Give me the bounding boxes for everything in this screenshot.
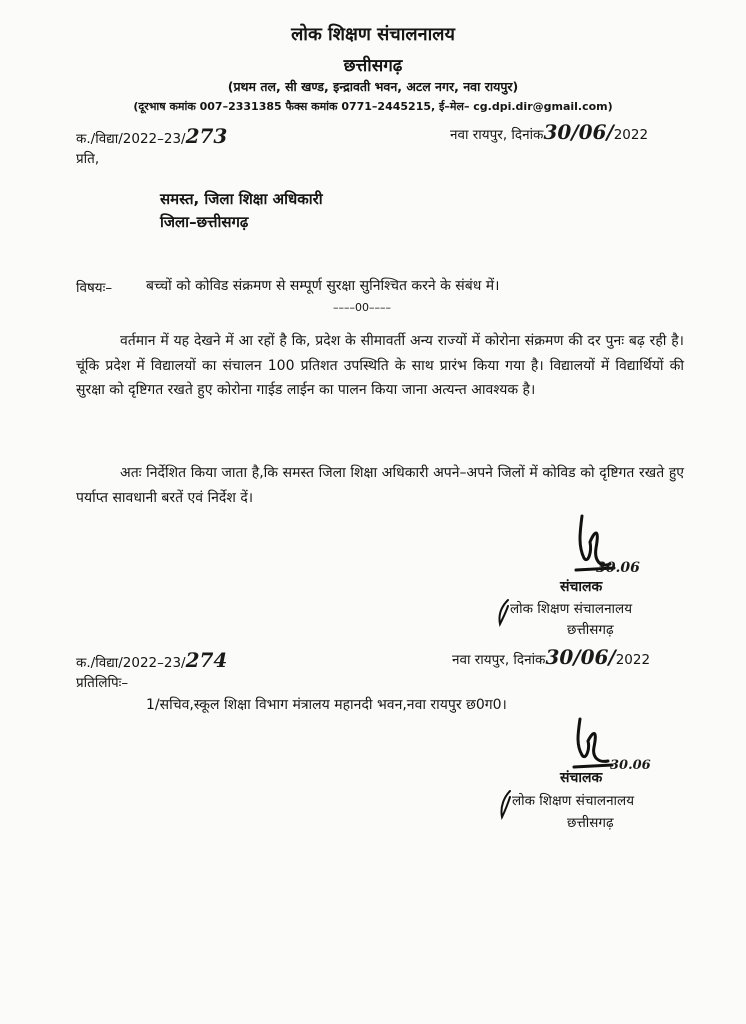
office-address: (प्रथम तल, सी खण्ड, इन्द्रावती भवन, अटल नगर, नवा रायपुर): [227, 79, 519, 94]
copy-reference-prefix: क./विद्या/2022–23/: [76, 655, 186, 671]
signatory-state: छत्तीसगढ़: [567, 622, 614, 638]
copy-date-year: 2022: [615, 652, 651, 668]
state-name: छत्तीसगढ़: [343, 56, 403, 76]
signature-date-note: 30.06: [596, 560, 640, 576]
copy-reference-number-handwritten: 274: [185, 648, 228, 672]
copy-label: प्रतिलिपिः–: [76, 675, 129, 691]
body-paragraph-2: अतः निर्देशित किया जाता है,कि समस्त जिला शिक्षा अधिकारी अपने–अपने जिलों में कोविड को दृष्टिगत रखते हुए पर्याप्त सावधानी बरतें एवं निर्देश दें।: [76, 465, 684, 506]
copy-date: [452, 645, 650, 669]
reference-number: [76, 124, 227, 148]
date-prefix: नवा रायपुर, दिनांक: [450, 127, 544, 143]
to-label: प्रति,: [76, 151, 100, 167]
reference-number-handwritten: 273: [185, 124, 228, 148]
date-year: 2022: [613, 127, 649, 143]
reference-prefix: क./विद्या/2022–23/: [76, 131, 186, 147]
copy-date-handwritten: 30/06/: [545, 645, 616, 669]
copy-date-prefix: नवा रायपुर, दिनांक: [452, 652, 546, 668]
copy-recipient-1: 1/सचिव,स्कूल शिक्षा विभाग मंत्रालय महानदी भवन,नवा रायपुर छ0ग0।: [146, 697, 507, 713]
date-handwritten: 30/06/: [543, 120, 614, 144]
signatory-title-2: संचालक: [560, 770, 603, 786]
signatory-state-2: छत्तीसगढ़: [567, 815, 614, 831]
separator: ––––00––––: [333, 301, 391, 314]
signatory-office: लोक शिक्षण संचालनालय: [510, 601, 633, 617]
office-name: लोक शिक्षण संचालनालय: [291, 24, 455, 45]
subject-label: विषयः–: [76, 280, 113, 296]
body-paragraph-1: वर्तमान में यह देखने में आ रहों है कि, प्रदेश के सीमावर्ती अन्य राज्यों में कोरोना संक्रमण की दर पुनः बढ़ रही है। चूंकि प्रदेश में विद्यालयों का संचालन 100 प्रतिशत उपस्थिति के साथ प्रारंभ किया गया है। विद्यालयों में विद्यार्थियों की सुरक्षा को दृष्टिगत रखते हुए कोरोना गाईड लाईन का पालन किया जाना अत्यन्त आवश्यक है।: [76, 333, 684, 398]
signatory-title: संचालक: [560, 579, 603, 595]
signatory-office-2: लोक शिक्षण संचालनालय: [512, 793, 635, 809]
letter-date: [450, 120, 648, 144]
signature-date-note-2: 30.06: [610, 758, 651, 773]
addressee-line-2: जिला–छत्तीसगढ़: [160, 213, 249, 231]
office-contact: (दूरभाष कमांक 007–2331385 फैक्स कमांक 0771–2445215, ई–मेल– cg.dpi.dir@gmail.com): [133, 100, 613, 113]
addressee-line-1: समस्त, जिला शिक्षा अधिकारी: [160, 190, 323, 208]
copy-reference-number: [76, 648, 227, 672]
subject-text: बच्चों को कोविड संक्रमण से सम्पूर्ण सुरक्षा सुनिश्चित करने के संबंध में।: [146, 278, 500, 294]
